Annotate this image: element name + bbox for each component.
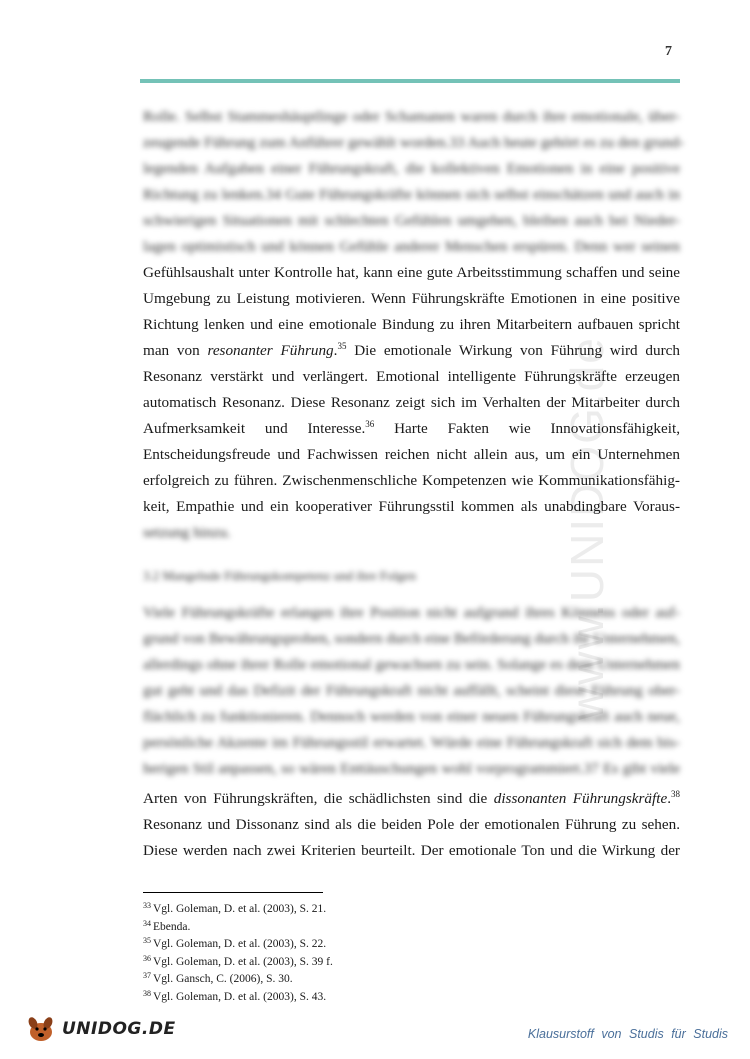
term-resonanter-fuehrung: resonanter Führung [207, 342, 334, 359]
text-line: Diese werden nach zwei Kriterien beurteilt. Der emotionale Ton und die Wirkung der [143, 842, 680, 859]
page-number: 7 [665, 44, 672, 59]
footnote: $^{33}$ Vgl. Goleman, D. et al. (2003), S. 21. [143, 901, 327, 915]
header-rule [140, 79, 680, 83]
text-line: Resonanz verstärkt und verlängert. Emotional intelligente Führungskräfte erzeugen [143, 368, 680, 385]
text-line: gut geht und das Defizit der Führungskraft nicht auffällt, scheint diese Führung ober- [143, 682, 680, 699]
footnote-ref-38: 38 [671, 789, 680, 799]
text-line: keit, Empathie und ein kooperativer Führungsstil kommen als unabdingbare Voraus- [143, 498, 680, 515]
blurred-paragraph-top [143, 104, 685, 260]
text-line: man von resonanter Führung.$^{35}$ Die emotionale Wirkung von Führung wird durch [143, 341, 680, 359]
footer-tagline: Klausurstoff von Studis für Studis [527, 1027, 728, 1041]
footnote-ref-35: 35 [337, 341, 347, 351]
footnote-list [143, 899, 333, 1004]
text-line: lagen optimistisch und können Gefühle anderer Menschen erspüren. Denn wer seinen [143, 238, 680, 255]
text-line: persönliche Akzente im Führungsstil erwartet. Würde eine Führungskraft sich dem bis- [143, 734, 680, 751]
watermark: www.UNIDOG.de [561, 336, 613, 720]
text-line: allerdings ohne ihrer Rolle emotional gewachsen zu sein. Solange es dem Unternehmen [143, 656, 680, 673]
footnote: $^{37}$ Vgl. Gansch, C. (2006), S. 30. [143, 971, 293, 985]
text-line: legenden Aufgaben einer Führungskraft, die kollektiven Emotionen in eine positive [143, 160, 680, 177]
text-line: Resonanz und Dissonanz sind als die beiden Pole der emotionalen Führung zu sehen. [143, 816, 680, 833]
text-line: Viele Führungskräfte erlangen ihre Position nicht aufgrund ihres Könnens oder auf- [143, 604, 680, 621]
visible-paragraph [143, 260, 680, 546]
footnote: $^{35}$ Vgl. Goleman, D. et al. (2003), S. 22. [143, 936, 327, 950]
text-line: Richtung zu lenken.34 Gute Führungskräfte können sich selbst einschätzen und auch in [143, 186, 680, 203]
text-line: Entscheidungsfreude und Fachwissen reichen nicht allein aus, um ein Unternehmen [143, 446, 680, 463]
text-line: Arten von Führungskräften, die schädlichsten sind die dissonanten Führungskräfte.$^{38}$ [143, 789, 680, 807]
closing-paragraph [143, 786, 680, 864]
term-dissonante-fuehrungskraefte: dissonanten Führungskräfte [493, 790, 668, 807]
blurred-paragraph-bottom [143, 600, 680, 782]
text-line: grund von Bewährungsproben, sondern durch eine Beförderung durch ihr Unternehmen, [143, 630, 680, 647]
footnote: $^{36}$ Vgl. Goleman, D. et al. (2003), S. 39 f. [143, 953, 333, 968]
text-line: automatisch Resonanz. Diese Resonanz zeigt sich im Verhalten der Mitarbeiter durch [143, 394, 680, 411]
logo-text: UNIDOG.DE [62, 1019, 176, 1039]
text-line: Gefühlsaushalt unter Kontrolle hat, kann eine gute Arbeitsstimmung schaffen und seine [143, 264, 680, 281]
text-line: Richtung lenken und eine emotionale Bindung zu ihren Mitarbeitern aufbauen spricht [143, 316, 680, 333]
unidog-logo[interactable] [24, 1014, 176, 1044]
text-line: Umgebung zu Leistung motivieren. Wenn Führungskräfte Emotionen in eine positive [143, 290, 680, 307]
footnote: $^{38}$ Vgl. Goleman, D. et al. (2003), S. 43. [143, 988, 327, 1003]
dog-icon [24, 1014, 58, 1044]
text-line: zeugende Führung zum Anführer gewählt worden.33 Auch heute gehört es zu den grund- [143, 134, 685, 151]
text-line: Aufmerksamkeit und Interesse.$^{36}$ Harte Fakten wie Innovationsfähigkeit, [143, 419, 680, 437]
footnote-ref-36: 36 [365, 419, 375, 429]
text-line: Rolle. Selbst Stammeshäuptlinge oder Schamanen waren durch ihre emotionale, über- [143, 108, 680, 125]
footnote-separator [143, 892, 323, 893]
text-line: erfolgreich zu führen. Zwischenmenschliche Kompetenzen wie Kommunikationsfähig- [143, 472, 680, 489]
text-line: flächlich zu funktionieren. Dennoch werden von einer neuen Führungskraft auch neue, [143, 708, 680, 725]
text-line: setzung hinzu. [143, 524, 231, 541]
footnote: $^{34}$ Ebenda. [143, 918, 191, 933]
text-line: herigen Stil anpassen, so wären Enttäuschungen wohl vorprogrammiert.37 Es gibt viele [143, 760, 680, 777]
text-line: schwierigen Situationen mit schlechten Gefühlen umgehen, bleiben auch bei Nieder- [143, 212, 680, 229]
section-heading: 3.2 Mangelnde Führungskompetenz und ihre Folgen [143, 568, 416, 583]
